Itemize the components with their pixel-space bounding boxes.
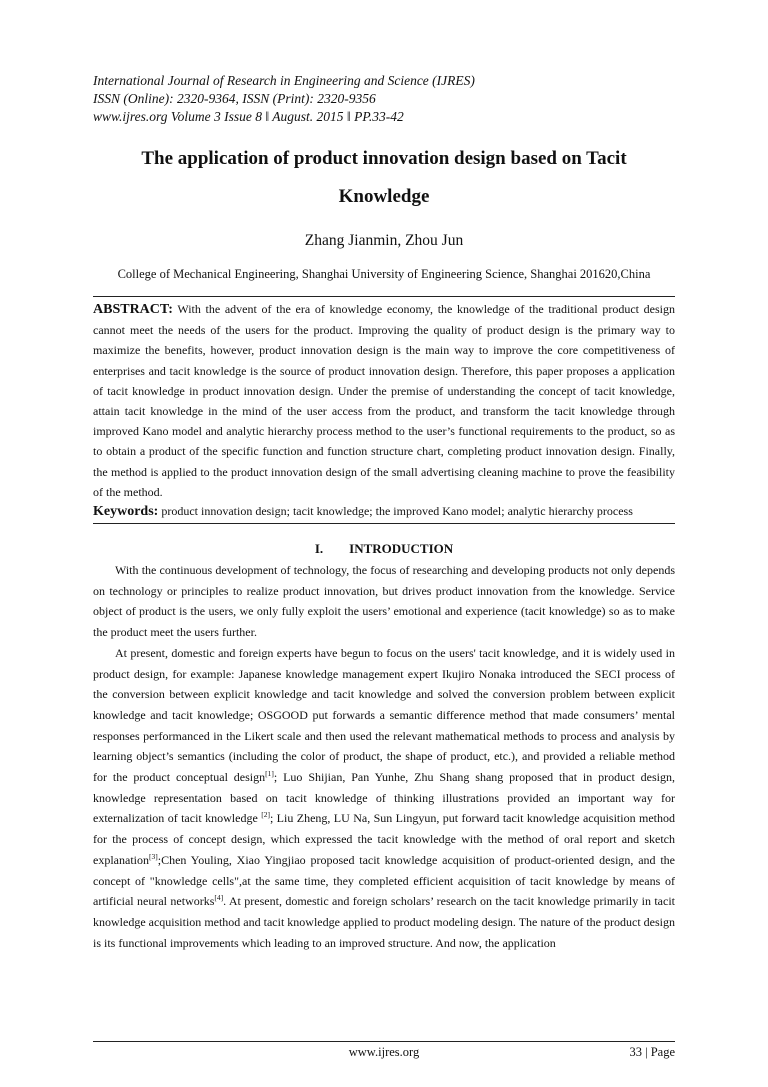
abstract-label: ABSTRACT: <box>93 302 173 317</box>
body-p2-segment-2: ; Luo Shijian, Pan Yunhe, Zhu Shang shang proposed that in product design, knowledge representation based on tacit knowledge of thinking illustrations provided an important way for externalization of tacit knowledge <box>93 770 675 826</box>
section-heading <box>93 540 675 558</box>
paper-title: The application of product innovation design based on Tacit Knowledge <box>141 148 627 207</box>
keywords-text: product innovation design; tacit knowledge; the improved Kano model; analytic hierarchy process <box>161 504 633 519</box>
citation-ref-2[interactable]: [2] <box>261 810 270 820</box>
journal-issn: ISSN (Online): 2320-9364, ISSN (Print): 2320-9356 <box>93 91 376 106</box>
abstract-text: With the advent of the era of knowledge economy, the knowledge of the traditional product design cannot meet the needs of the users for the product. Improving the quality of product design is the primary way to maximize the benefits, however, product innovation design is the main way to improve the core competitiveness of enterprises and tacit knowledge is the source of product innovation design. Therefore, this paper proposes a application of tacit knowledge in product innovation design. Under the premise of understanding the concept of tacit knowledge, attain tacit knowledge in the mind of the user access from the product, and transform the tacit knowledge through improved Kano model and analytic hierarchy process method to the user’s functional requirements to the product, so as to obtain a product of the specific function and function structure chart, completing product innovation design. Finally, the method is applied to the product innovation design of the small advertising cleaning machine to prove the feasibility of the method. <box>93 302 676 499</box>
keywords-bottom-rule <box>93 523 675 524</box>
body-p2-segment-4: ;Chen Youling, Xiao Yingjiao proposed tacit knowledge acquisition of product-oriented design, and the concept of "knowledge cells",at the same time, they completed efficient acquisition of tacit knowledge by means of artificial neural networks <box>93 852 675 909</box>
journal-name: International Journal of Research in Engineering and Science (IJRES) <box>93 73 475 88</box>
footer-site: www.ijres.org <box>348 1045 420 1059</box>
body-p2-segment-3: ; Liu Zheng, LU Na, Sun Lingyun, put forward tacit knowledge acquisition method for the process of concept design, which expressed the tacit knowledge with the method of oral report and sketch explanation <box>93 811 675 867</box>
journal-volume: www.ijres.org Volume 3 Issue 8 ǁ August. 2015 ǁ PP.33-42 <box>93 109 404 124</box>
section-title: INTRODUCTION <box>349 541 454 557</box>
citation-ref-1[interactable]: [1] <box>265 769 274 779</box>
body-p2-segment-5: . At present, domestic and foreign scholars’ research on the tacit knowledge primarily in tacit knowledge acquisition method and tacit knowledge applied to product modeling design. The nature of the product design is its functional improvements which leading to an improved structure. And now, the application <box>93 894 675 950</box>
body-text <box>93 560 675 953</box>
section-number: I. <box>314 541 324 557</box>
citation-ref-4[interactable]: [4] <box>214 893 224 903</box>
body-paragraph-2 <box>93 643 675 954</box>
abstract-top-rule <box>93 296 675 297</box>
body-paragraph-1: With the continuous development of technology, the focus of researching and developing products not only depends on technology or principles to realize product innovation, but drives product innovation from the knowledge. Service object of product is the users, we only fully exploit the users’ emotional and experience (tacit knowledge) so as to make the product meet the users further. <box>93 563 675 640</box>
paper-affiliation: College of Mechanical Engineering, Shanghai University of Engineering Science, Shanghai 201620,China <box>117 267 651 281</box>
keywords <box>93 502 675 521</box>
journal-header <box>93 72 675 126</box>
abstract <box>93 299 675 502</box>
paper-page <box>93 72 675 1072</box>
footer-page-number: 33 | Page <box>629 1045 675 1059</box>
paper-authors: Zhang Jianmin, Zhou Jun <box>304 232 464 249</box>
body-p2-segment-1: At present, domestic and foreign experts have begun to focus on the users' tacit knowledge, and it is widely used in product design, for example: Japanese knowledge management expert Ikujiro Nonaka introduced the SECI process of the conversion between explicit knowledge and tacit knowledge and solved the conversion problem between explicit knowledge and tacit knowledge; OSGOOD put forwards a semantic difference method that made consumers’ mental responses performanced in the Likert scale and then used the relevant mathematical methods to process and analysis by learning object’s semantics (including the color of product, the shape of product, etc.), and provided a reliable method for the product conceptual design <box>93 645 675 785</box>
page-footer <box>93 1041 675 1060</box>
keywords-label: Keywords: <box>93 504 159 520</box>
citation-ref-3[interactable]: [3] <box>148 851 158 861</box>
